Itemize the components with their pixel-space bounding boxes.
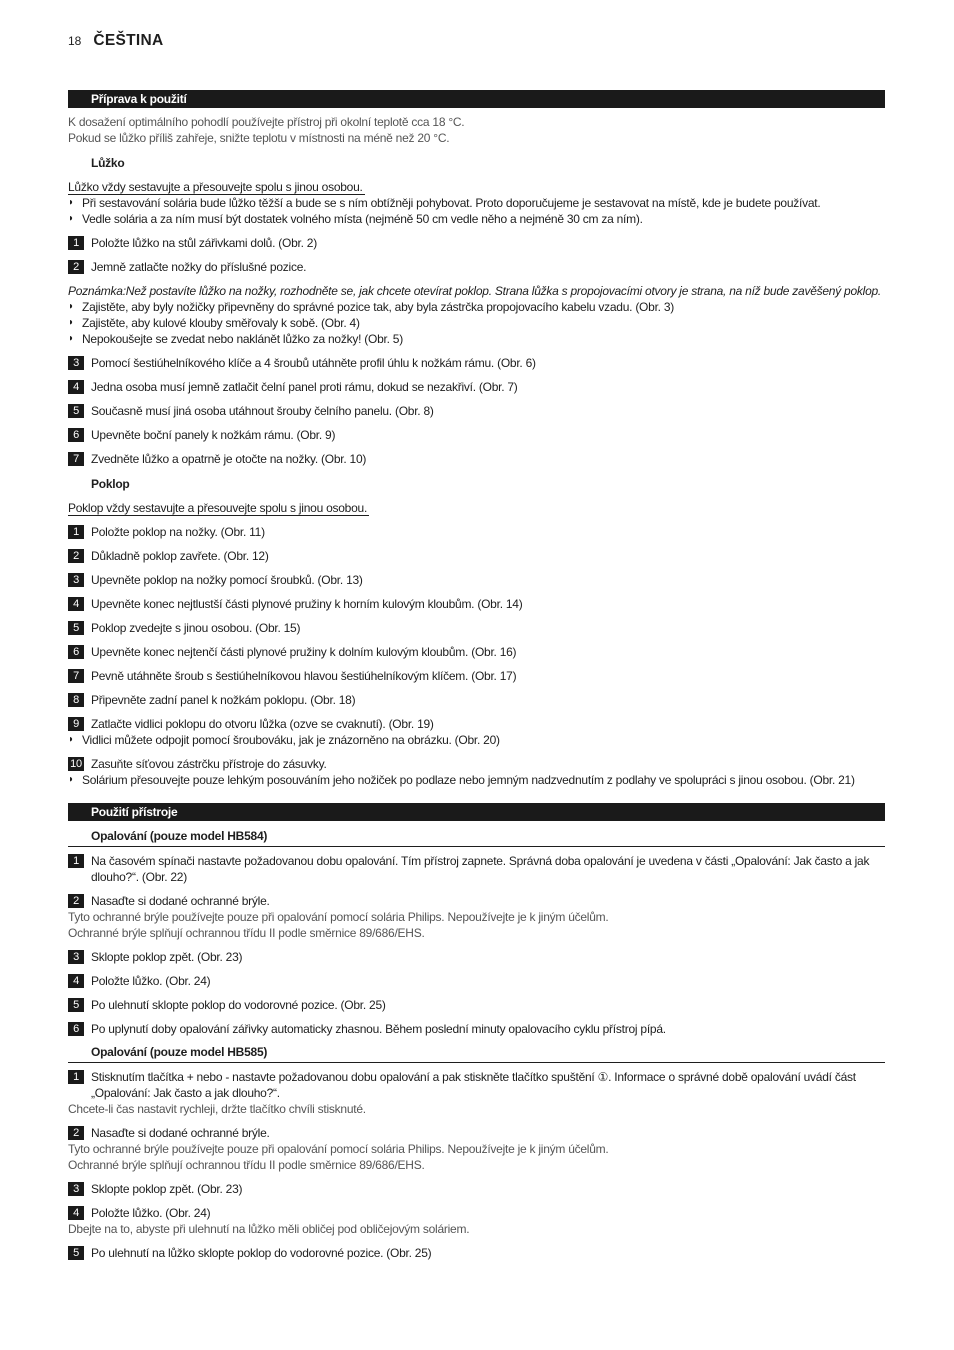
note-paragraph: Poznámka:Než postavíte lůžko na nožky, rozhodněte se, jak chcete otevírat poklop. Strana lůžka s propojovacími otvory je strana, na níž bude zavěšený poklop. [68,284,881,298]
paragraph: Dbejte na to, abyste při ulehnutí na lůžko měli obličej pod obličejovým soláriem. [68,1222,470,1236]
step-text: Upevněte poklop na nožky pomocí šroubků. (Obr. 13) [91,573,363,587]
step-number: 3 [68,573,84,587]
step-number: 2 [68,260,84,274]
step-number: 2 [68,549,84,563]
warning-line [68,500,885,516]
bullet-icon: ◗ [68,197,74,208]
step-number: 7 [68,452,84,466]
step-text: Zatlačte vidlici poklopu do otvoru lůžka (ozve se cvaknutí). (Obr. 19) [91,717,434,731]
paragraph: Ochranné brýle splňují ochrannou třídu II podle směrnice 89/686/EHS. [68,926,425,940]
step-number: 5 [68,998,84,1012]
bullet-text: Solárium přesouvejte pouze lehkým posouváním jeho nožiček po podlaze nebo jemným nadzvednutím z podlahy ve spolupráci s jinou osobou. (Obr. 21) [82,773,855,787]
step-text: Položte lůžko na stůl zářivkami dolů. (Obr. 2) [91,236,317,250]
underlined-text: Poklop vždy sestavujte a přesouvejte spolu s jinou osobou. [68,501,368,515]
step-number: 9 [68,717,84,731]
paragraph: Tyto ochranné brýle používejte pouze při opalování pomocí solária Philips. Nepoužívejte je k jiným účelům. [68,1142,609,1156]
subsection-heading: Opalování (pouze model HB585) [68,1044,885,1063]
warning-line [68,179,885,195]
step-item [68,668,885,684]
step-number: 3 [68,950,84,964]
step-text: Jedna osoba musí jemně zatlačit čelní panel proti rámu, dokud se nezakřiví. (Obr. 7) [91,380,518,394]
subsection-heading: Poklop [91,477,130,491]
step-item [68,756,885,772]
step-number: 1 [68,854,84,868]
bullet-item [68,195,885,211]
bullet-item [68,772,885,788]
step-text: Po ulehnutí sklopte poklop do vodorovné pozice. (Obr. 25) [91,998,386,1012]
subsection-heading: Opalování (pouze model HB584) [68,828,885,847]
step-text: Poklop zvedejte s jinou osobou. (Obr. 15) [91,621,301,635]
bullet-item [68,299,885,315]
step-item [68,1205,885,1221]
step-text: Po uplynutí doby opalování zářivky automaticky zhasnou. Během poslední minuty opalovacího cyklu přístroj pípá. [91,1022,666,1036]
step-item [68,259,885,275]
step-number: 6 [68,1022,84,1036]
paragraph: Tyto ochranné brýle používejte pouze při opalování pomocí solária Philips. Nepoužívejte je k jiným účelům. [68,910,609,924]
step-text: Zasuňte síťovou zástrčku přístroje do zásuvky. [91,757,327,771]
section-header: Příprava k použití [68,90,885,108]
step-text: Položte lůžko. (Obr. 24) [91,974,211,988]
document-body [68,90,885,1261]
paragraph: Ochranné brýle splňují ochrannou třídu II podle směrnice 89/686/EHS. [68,1158,425,1172]
step-item [68,973,885,989]
paragraph: K dosažení optimálního pohodlí používejte přístroj při okolní teplotě cca 18 °C. [68,115,465,129]
step-text: Současně musí jiná osoba utáhnout šrouby čelního panelu. (Obr. 8) [91,404,434,418]
step-item [68,572,885,588]
step-number: 1 [68,1070,84,1084]
step-item [68,893,885,909]
bullet-icon: ◗ [68,213,74,224]
step-item [68,644,885,660]
step-number: 5 [68,404,84,418]
step-number: 3 [68,1182,84,1196]
step-text: Důkladně poklop zavřete. (Obr. 12) [91,549,269,563]
step-text: Pevně utáhněte šroub s šestiúhelníkovou hlavou šestiúhelníkovým klíčem. (Obr. 17) [91,669,517,683]
step-number: 10 [68,757,84,771]
step-text: Po ulehnutí na lůžko sklopte poklop do vodorovné pozice. (Obr. 25) [91,1246,432,1260]
step-text: Jemně zatlačte nožky do příslušné pozice. [91,260,307,274]
step-number: 8 [68,693,84,707]
page-number: 18 [68,34,82,48]
step-item [68,692,885,708]
step-item [68,451,885,467]
step-text: Pomocí šestiúhelníkového klíče a 4 šroubů utáhněte profil úhlu k nožkám rámu. (Obr. 6) [91,356,536,370]
bullet-item [68,732,885,748]
bullet-icon: ◗ [68,774,74,785]
step-item [68,1021,885,1037]
bullet-text: Zajistěte, aby byly nožičky připevněny do správné pozice tak, aby byla zástrčka propojovacího kabelu vzadu. (Obr. 3) [82,300,674,314]
step-item [68,379,885,395]
step-item [68,235,885,251]
step-item [68,1069,885,1101]
step-text: Zvedněte lůžko a opatrně je otočte na nožky. (Obr. 10) [91,452,367,466]
step-item [68,596,885,612]
step-number: 4 [68,1206,84,1220]
bullet-text: Při sestavování solária bude lůžko těžší a bude se s ním obtížněji pohybovat. Proto doporučujeme je sestavovat na místě, kde je budete používat. [82,196,821,210]
step-number: 4 [68,597,84,611]
step-text: Položte lůžko. (Obr. 24) [91,1206,211,1220]
step-number: 4 [68,974,84,988]
step-text: Sklopte poklop zpět. (Obr. 23) [91,1182,243,1196]
step-number: 4 [68,380,84,394]
step-item [68,403,885,419]
bullet-icon: ◗ [68,734,74,745]
step-text: Nasaďte si dodané ochranné brýle. [91,1126,270,1140]
step-number: 5 [68,1246,84,1260]
bullet-text: Vidlici můžete odpojit pomocí šroubováku, jak je znázorněno na obrázku. (Obr. 20) [82,733,500,747]
step-text: Upevněte konec nejtenčí části plynové pružiny k dolním kulovým kloubům. (Obr. 16) [91,645,517,659]
step-number: 7 [68,669,84,683]
bullet-text: Nepokoušejte se zvedat nebo naklánět lůžko za nožky! (Obr. 5) [82,332,403,346]
step-item [68,1245,885,1261]
step-item [68,1181,885,1197]
page-header [68,32,164,50]
step-text: Nasaďte si dodané ochranné brýle. [91,894,270,908]
section-header: Použití přístroje [68,803,885,821]
step-item [68,427,885,443]
step-text: Upevněte boční panely k nožkám rámu. (Obr. 9) [91,428,336,442]
step-text: Připevněte zadní panel k nožkám poklopu. (Obr. 18) [91,693,356,707]
step-item [68,1125,885,1141]
step-item [68,949,885,965]
bullet-text: Vedle solária a za ním musí být dostatek volného místa (nejméně 50 cm vedle něho a nejméně 30 cm za ním). [82,212,643,226]
subsection-heading: Lůžko [91,156,125,170]
step-text: Upevněte konec nejtlustší části plynové pružiny k horním kulovým kloubům. (Obr. 14) [91,597,523,611]
paragraph: Pokud se lůžko příliš zahřeje, snižte teplotu v místnosti na méně než 20 °C. [68,131,450,145]
bullet-icon: ◗ [68,301,74,312]
step-item [68,853,885,885]
bullet-icon: ◗ [68,317,74,328]
step-number: 1 [68,236,84,250]
step-number: 3 [68,356,84,370]
step-text: Stisknutím tlačítka + nebo - nastavte požadovanou dobu opalování a pak stiskněte tlačítko spuštění ①. Informace o správné době opalování uvádí část „Opalování: Jak často a jak dlouho?“. [91,1070,856,1100]
step-number: 6 [68,428,84,442]
language-title: ČEŠTINA [93,32,164,49]
step-text: Sklopte poklop zpět. (Obr. 23) [91,950,243,964]
bullet-item [68,211,885,227]
step-text: Položte poklop na nožky. (Obr. 11) [91,525,265,539]
step-item [68,997,885,1013]
step-item [68,524,885,540]
step-number: 6 [68,645,84,659]
step-item [68,355,885,371]
step-number: 1 [68,525,84,539]
bullet-text: Zajistěte, aby kulové klouby směřovaly k sobě. (Obr. 4) [82,316,360,330]
step-item [68,620,885,636]
step-text: Na časovém spínači nastavte požadovanou dobu opalování. Tím přístroj zapnete. Správná doba opalování je uvedena v části „Opalování: Jak často a jak dlouho?“. (Obr. 22) [91,854,870,884]
underlined-text: Lůžko vždy sestavujte a přesouvejte spolu s jinou osobou. [68,180,363,194]
step-number: 2 [68,894,84,908]
step-number: 2 [68,1126,84,1140]
bullet-item [68,315,885,331]
step-number: 5 [68,621,84,635]
step-item [68,548,885,564]
paragraph: Chcete-li čas nastavit rychleji, držte tlačítko chvíli stisknuté. [68,1102,366,1116]
bullet-item [68,331,885,347]
bullet-icon: ◗ [68,333,74,344]
step-item [68,716,885,732]
